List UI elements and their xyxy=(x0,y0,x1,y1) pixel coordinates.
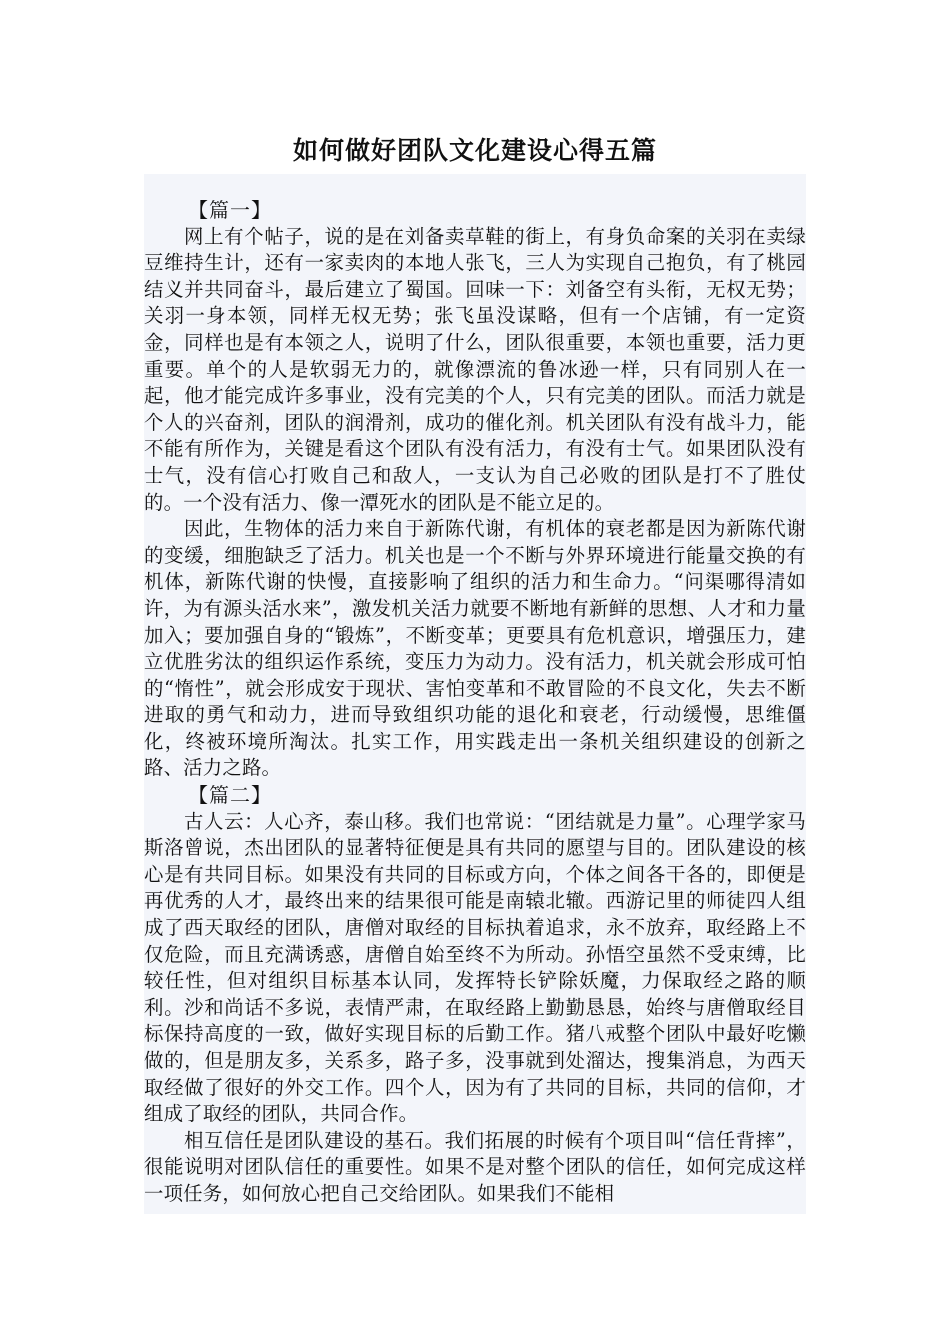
section-heading-1: 【篇一】 xyxy=(188,198,272,222)
paragraph: 古人云：人心齐，泰山移。我们也常说：“团结就是力量”。心理学家马斯洛曾说，杰出团队的显著特征便是具有共同的愿望与目的。团队建设的核心是有共同目标。如果没有共同的目标或方向，个体之间各干各的，即便是再优秀的人才，最终出来的结果很可能是南辕北辙。西游记里的师徒四人组成了西天取经的团队，唐僧对取经的目标执着追求，永不放弃，取经路上不仅危险，而且充满诱惑，唐僧自始至终不为所动。孙悟空虽然不受束缚，比较任性，但对组织目标基本认同，发挥特长铲除妖魔，力保取经之路的顺利。沙和尚话不多说，表情严肃，在取经路上勤勤恳恳，始终与唐僧取经目标保持高度的一致，做好实现目标的后勤工作。猪八戒整个团队中最好吃懒做的，但是朋友多，关系多，路子多，没事就到处溜达，搜集消息，为西天取经做了很好的外交工作。四个人，因为有了共同的目标，共同的信仰，才组成了取经的团队，共同合作。 xyxy=(144,809,806,1126)
page-title: 如何做好团队文化建设心得五篇 xyxy=(292,136,657,165)
paragraph: 因此，生物体的活力来自于新陈代谢，有机体的衰老都是因为新陈代谢的变缓，细胞缺乏了活力。机关也是一个不断与外界环境进行能量交换的有机体，新陈代谢的快慢，直接影响了组织的活力和生命力。“问渠哪得清如许，为有源头活水来”，激发机关活力就要不断地有新鲜的思想、人才和力量加入；要加强自身的“锻炼”，不断变革；更要具有危机意识，增强压力，建立优胜劣汰的组织运作系统，变压力为动力。没有活力，机关就会形成可怕的“惰性”，就会形成安于现状、害怕变革和不敢冒险的不良文化，失去不断进取的勇气和动力，进而导致组织功能的退化和衰老，行动缓慢，思维僵化，终被环境所淘汰。扎实工作，用实践走出一条机关组织建设的创新之路、活力之路。 xyxy=(144,517,806,780)
paragraph: 相互信任是团队建设的基石。我们拓展的时候有个项目叫“信任背摔”，很能说明对团队信任的重要性。如果不是对整个团队的信任，如何完成这样一项任务，如何放心把自己交给团队。如果我们不能相 xyxy=(144,1128,806,1205)
section-heading-2: 【篇二】 xyxy=(188,783,272,808)
document-body xyxy=(144,174,806,1214)
paragraph: 网上有个帖子，说的是在刘备卖草鞋的街上，有身负命案的关羽在卖绿豆维持生计，还有一家卖肉的本地人张飞，三人为实现自己抱负，有了桃园结义并共同奋斗，最后建立了蜀国。回味一下：刘备空有头衔，无权无势；关羽一身本领，同样无权无势；张飞虽没谋略，但有一个店铺，有一定资金，同样也是有本领之人，说明了什么，团队很重要，本领也重要，活力更重要。单个的人是软弱无力的，就像漂流的鲁冰逊一样，只有同别人在一起，他才能完成许多事业，没有完美的个人，只有完美的团队。而活力就是个人的兴奋剂，团队的润滑剂，成功的催化剂。机关团队有没有战斗力，能不能有所作为，关键是看这个团队有没有活力，有没有士气。如果团队没有士气，没有信心打败自己和敌人，一支认为自己必败的团队是打不了胜仗的。一个没有活力、像一潭死水的团队是不能立足的。 xyxy=(144,224,806,514)
